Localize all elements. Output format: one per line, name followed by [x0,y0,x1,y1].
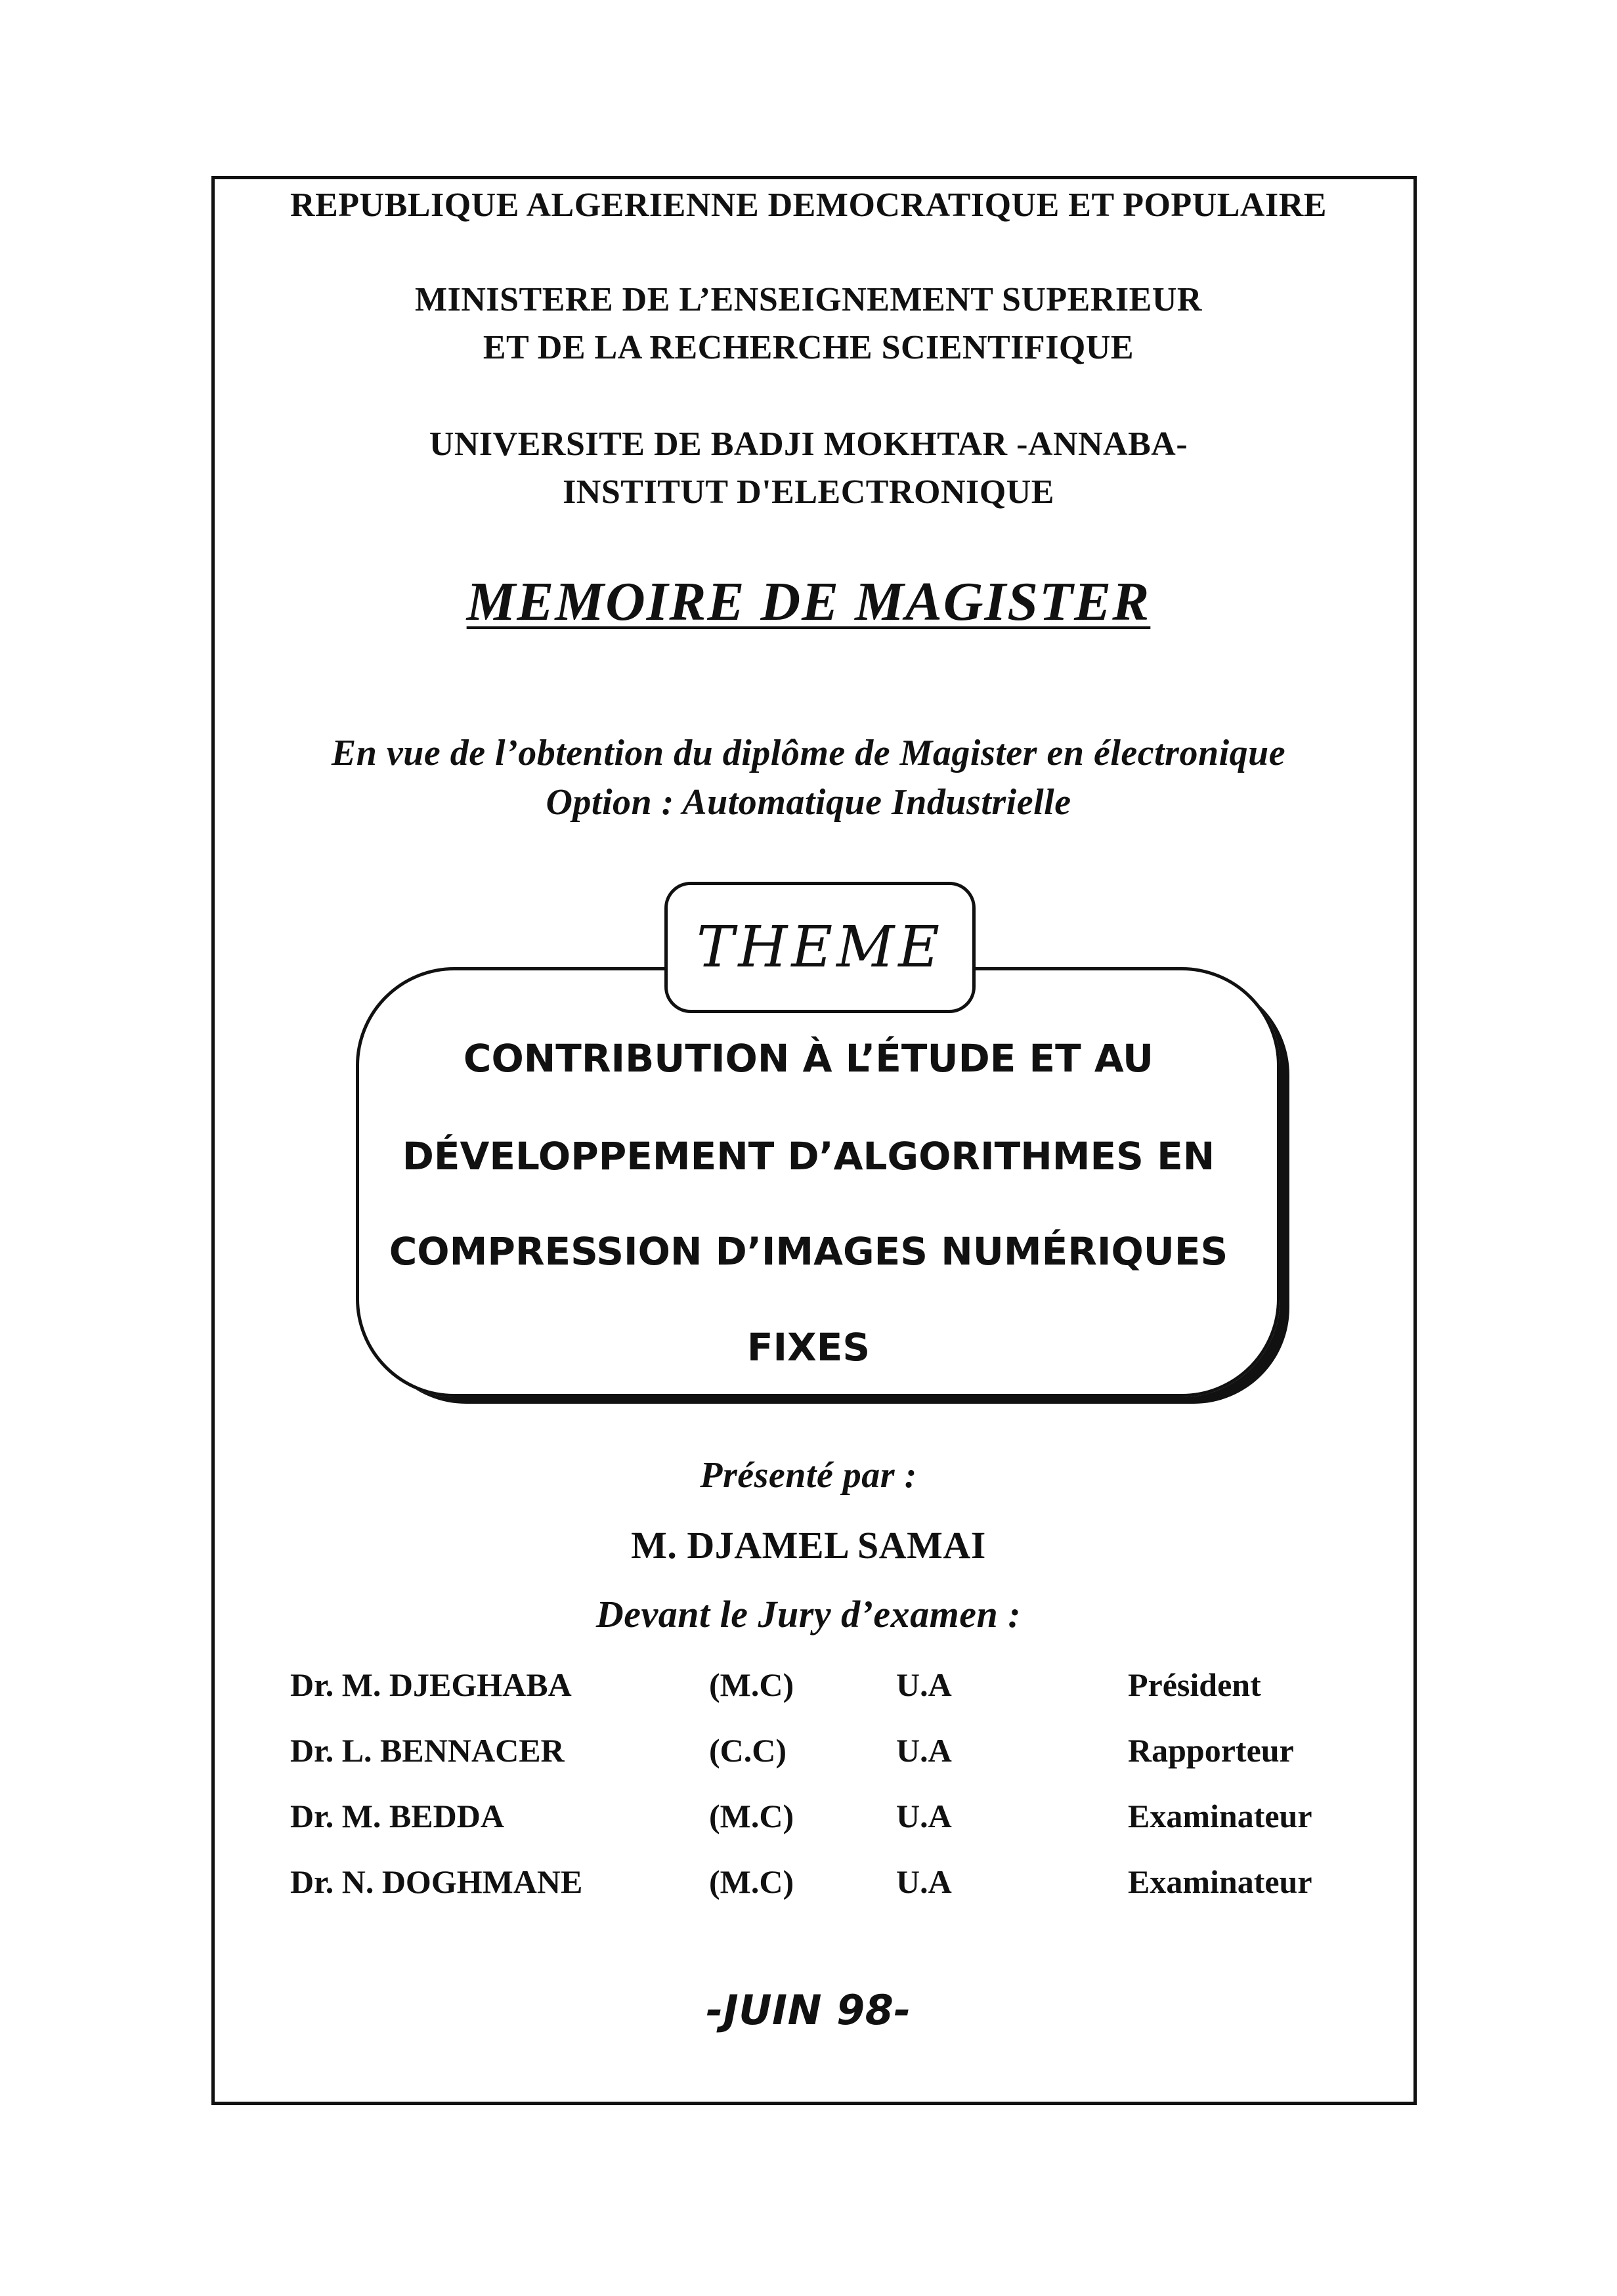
jury-member-university: U.A [896,1732,952,1769]
purpose-line-2: Option : Automatique Industrielle [546,782,1071,823]
jury-row [0,1797,1617,1843]
thesis-title-line-2: DÉVELOPPEMENT D’ALGORITHMES EN [402,1134,1215,1179]
jury-member-role: Président [1128,1666,1261,1703]
author-name: M. DJAMEL SAMAI [631,1524,986,1567]
jury-member-grade: (C.C) [709,1732,787,1769]
ministry-line-2: ET DE LA RECHERCHE SCIENTIFIQUE [483,329,1134,366]
submission-date: -JUIN 98- [706,1986,911,2034]
ministry-line-1: MINISTERE DE L’ENSEIGNEMENT SUPERIEUR [415,281,1202,318]
document-type: MEMOIRE DE MAGISTER [466,571,1151,632]
university-name: UNIVERSITE DE BADJI MOKHTAR -ANNABA- [429,425,1188,463]
jury-row [0,1731,1617,1777]
theme-label: THEME [664,882,976,1013]
thesis-title-line-4: FIXES [746,1325,871,1370]
jury-member-name: Dr. N. DOGHMANE [290,1863,583,1900]
jury-member-university: U.A [896,1863,952,1900]
thesis-title-line-1: CONTRIBUTION À L’ÉTUDE ET AU [463,1036,1154,1081]
jury-member-university: U.A [896,1666,952,1703]
jury-label: Devant le Jury d’examen : [595,1593,1022,1635]
jury-member-name: Dr. M. DJEGHABA [290,1666,572,1703]
thesis-title-line-3: COMPRESSION D’IMAGES NUMÉRIQUES [389,1229,1228,1274]
jury-row [0,1666,1617,1712]
jury-member-role: Examinateur [1128,1798,1312,1834]
jury-member-grade: (M.C) [709,1863,794,1900]
republic-heading: REPUBLIQUE ALGERIENNE DEMOCRATIQUE ET POPULAIRE [290,186,1327,224]
jury-member-grade: (M.C) [709,1798,794,1834]
jury-row [0,1863,1617,1909]
jury-member-name: Dr. M. BEDDA [290,1798,504,1834]
jury-member-role: Rapporteur [1128,1732,1294,1769]
jury-member-grade: (M.C) [709,1666,794,1703]
presented-by-label: Présenté par : [700,1455,917,1496]
jury-member-name: Dr. L. BENNACER [290,1732,565,1769]
purpose-line-1: En vue de l’obtention du diplôme de Magister en électronique [331,733,1286,773]
jury-member-role: Examinateur [1128,1863,1312,1900]
institute-name: INSTITUT D'ELECTRONIQUE [563,473,1054,511]
jury-member-university: U.A [896,1798,952,1834]
